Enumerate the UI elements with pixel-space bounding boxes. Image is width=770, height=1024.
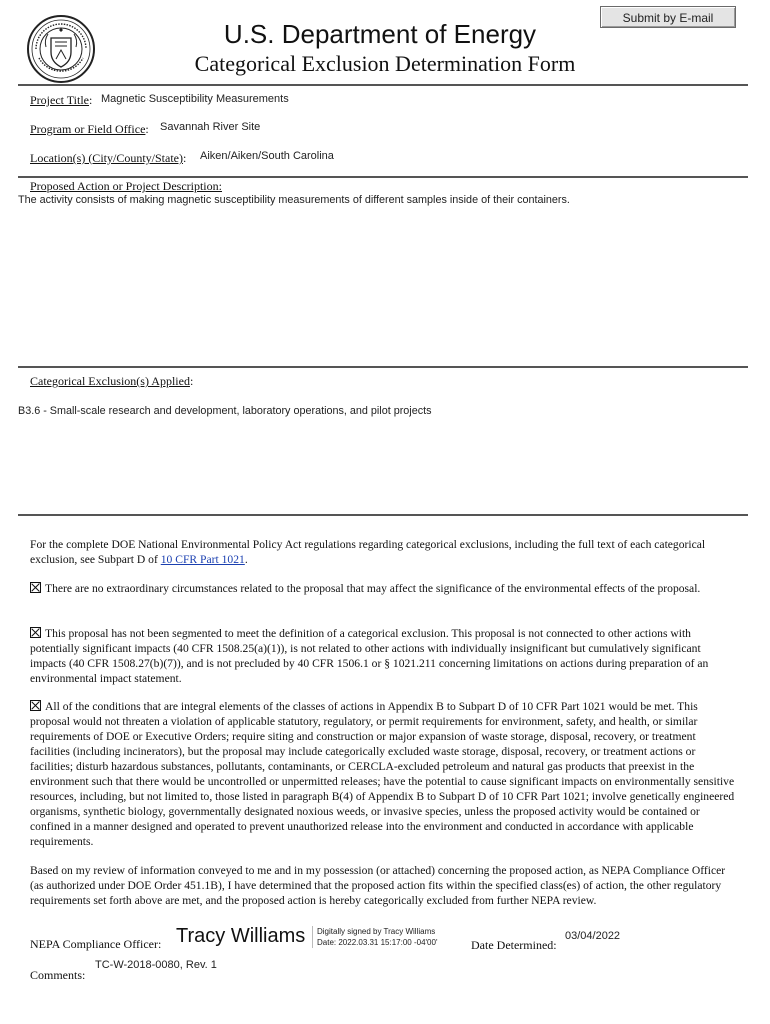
description-label: Proposed Action or Project Description: xyxy=(30,179,222,193)
check2-text: This proposal has not been segmented to meet the definition of a categorical exclusion. This proposal is not connected to other actions with potentially significant impacts (40 CFR 1508.25(a)(1)), is not related to other actions with individually insignificant but cumulatively significant impacts (40 CFR 1508.27(b)(7)), and is not precluded by 40 CFR 1506.1 or § 1021.211 concerning limitations on actions during preparation of an environmental impact statement. xyxy=(30,627,709,685)
doe-seal-icon xyxy=(26,14,96,84)
intro-end: . xyxy=(244,553,248,566)
officer-label: NEPA Compliance Officer: xyxy=(30,937,162,951)
description-field[interactable]: The activity consists of making magnetic susceptibility measurements of different samples inside of their containers. xyxy=(18,194,570,206)
check3-paragraph xyxy=(30,699,736,849)
cfr-link[interactable]: 10 CFR Part 1021 xyxy=(160,553,245,566)
submit-email-button[interactable]: Submit by E-mail xyxy=(600,6,736,28)
office-label: Program or Field Office xyxy=(30,122,146,136)
comments-field[interactable]: TC-W-2018-0080, Rev. 1 xyxy=(95,959,217,971)
description-divider xyxy=(18,366,748,368)
check3-checkbox[interactable] xyxy=(30,700,41,711)
location-colon: : xyxy=(182,151,187,165)
date-field[interactable]: 03/04/2022 xyxy=(565,930,621,942)
exclusions-row xyxy=(30,372,193,390)
page-title: U.S. Department of Energy xyxy=(223,19,537,49)
exclusions-label: Categorical Exclusion(s) Applied xyxy=(30,374,190,388)
header-divider xyxy=(18,84,748,86)
check2-checkbox[interactable] xyxy=(30,627,41,638)
digital-signature-line1: Digitally signed by Tracy Williams xyxy=(317,927,436,936)
exclusions-divider xyxy=(18,514,748,516)
check1-checkbox[interactable] xyxy=(30,582,41,593)
office-row xyxy=(30,120,149,138)
office-colon: : xyxy=(145,122,149,136)
exclusions-field[interactable]: B3.6 - Small-scale research and development, laboratory operations, and pilot projects xyxy=(18,405,432,417)
project-title-colon: : xyxy=(89,93,93,107)
intro-paragraph xyxy=(30,537,736,567)
location-row xyxy=(30,149,186,167)
determination-paragraph: Based on my review of information conveyed to me and in my possession (or attached) concerning the proposed action, as NEPA Compliance Officer (as authorized under DOE Order 451.1B), I have determined that the proposed action fits within the specified class(es) of action, the other regulatory requirements set forth above are met, and the proposed action is hereby categorically excluded from further NEPA review. xyxy=(30,864,726,907)
fields-divider xyxy=(18,176,748,178)
project-title-label: Project Title xyxy=(30,93,90,107)
project-title-field[interactable]: Magnetic Susceptibility Measurements xyxy=(101,93,289,105)
exclusions-colon: : xyxy=(189,374,194,388)
digital-signature-info xyxy=(317,926,437,948)
signature-separator xyxy=(312,926,313,948)
date-label: Date Determined: xyxy=(471,938,557,952)
location-label: Location(s) (City/County/State) xyxy=(30,151,183,165)
check2-paragraph xyxy=(30,626,736,686)
location-field[interactable]: Aiken/Aiken/South Carolina xyxy=(200,150,334,162)
check1-paragraph xyxy=(30,581,736,596)
digital-signature-line2: Date: 2022.03.31 15:17:00 -04'00' xyxy=(317,938,438,947)
form-subtitle: Categorical Exclusion Determination Form xyxy=(194,51,576,76)
project-title-row xyxy=(30,91,92,109)
check3-text: All of the conditions that are integral elements of the classes of actions in Appendix B to Subpart D of 10 CFR Part 1021 would be met. This proposal would not threaten a violation of applicable statutory, regulatory, or permit requirements for environment, safety, and health, or similar requirements of DOE or Executive Orders; require siting and construction or major expansion of waste storage, disposal, recovery, or treatment facilities (including incinerators), but the proposal may include categorically excluded waste storage, disposal, recovery, or treatment actions or facilities; disturb hazardous substances, pollutants, contaminants, or CERCLA-excluded petroleum and natural gas products that preexist in the environment such that there would be uncontrolled or unpermitted releases; have the potential to cause significant impacts on environmentally sensitive resources, including, but not limited to, those listed in paragraph B(4) of Appendix B to Subpart D of 10 CFR Part 1021; involve genetically engineered organisms, synthetic biology, governmentally designated noxious weeds, or invasive species, unless the proposed activity would be contained or confined in a manner designed and operated to prevent unauthorized release into the environment and conducted in accordance with applicable requirements. xyxy=(30,700,735,848)
signature-name[interactable]: Tracy Williams xyxy=(176,925,306,947)
intro-text: For the complete DOE National Environmental Policy Act regulations regarding categorical exclusions, including the full text of each categorical exclusion, see Subpart D of xyxy=(30,538,706,566)
comments-label: Comments: xyxy=(30,968,86,982)
check1-text: There are no extraordinary circumstances related to the proposal that may affect the significance of the environmental effects of the proposal. xyxy=(45,582,701,595)
office-field[interactable]: Savannah River Site xyxy=(160,121,261,133)
